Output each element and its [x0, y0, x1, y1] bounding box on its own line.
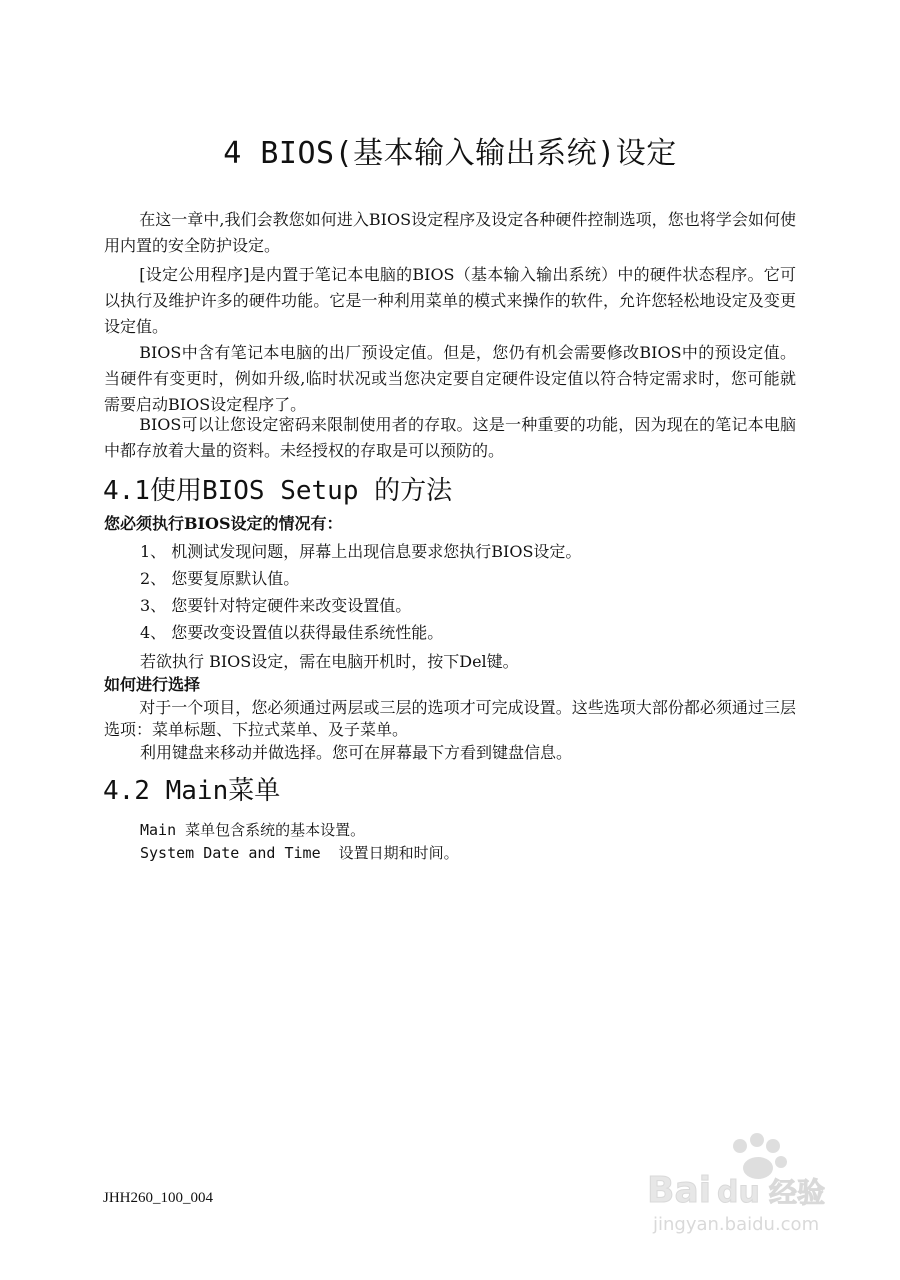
main-menu-line: Main 菜单包含系统的基本设置。 [140, 821, 366, 839]
list-item: 4、 您要改变设置值以获得最佳系统性能。 [140, 623, 444, 642]
selection-paragraph: 对于一个项目，您必须通过两层或三层的选项才可完成设置。这些选项大部份都必须通过三层选项：菜单标题、下拉式菜单、及子菜单。 [104, 698, 796, 739]
del-key-note: 若欲执行 BIOS设定，需在电脑开机时，按下Del键。 [140, 652, 519, 671]
baidu-jingyan-watermark [645, 1130, 845, 1240]
page-title: 4 BIOS(基本输入输出系统)设定 [223, 136, 677, 171]
footer-code: JHH260_100_004 [103, 1190, 214, 1206]
intro-paragraph-2: [设定公用程序]是内置于笔记本电脑的BIOS（基本输入输出系统）中的硬件状态程序。它可以执行及维护许多的硬件功能。它是一种利用菜单的模式来操作的软件，允许您轻松地设定及变更设定值。 [104, 265, 796, 336]
paw-icon [645, 1130, 845, 1240]
svg-text:jingyan.baidu.com: jingyan.baidu.com [653, 1214, 820, 1235]
selection-subheading: 如何进行选择 [104, 675, 201, 694]
intro-paragraph-3: BIOS中含有笔记本电脑的出厂预设定值。但是，您仍有机会需要修改BIOS中的预设定值。当硬件有变更时，例如升级,临时状况或当您决定要自定硬件设定值以符合特定需求时，您可能就需要启动BIOS设定程序了。 [104, 343, 796, 414]
section-heading-4-2: 4.2 Main菜单 [103, 776, 281, 806]
list-item: 2、 您要复原默认值。 [140, 569, 300, 588]
svg-text:经验: 经验 [769, 1176, 826, 1209]
svg-text:du: du [717, 1175, 760, 1210]
intro-paragraph-4: BIOS可以让您设定密码来限制使用者的存取。这是一种重要的功能，因为现在的笔记本电脑中都存放着大量的资料。未经授权的存取是可以预防的。 [104, 415, 796, 460]
keyboard-paragraph: 利用键盘来移动并做选择。您可在屏幕最下方看到键盘信息。 [140, 743, 573, 762]
section-subheading: 您必须执行BIOS设定的情况有： [104, 514, 343, 533]
list-item: 3、 您要针对特定硬件来改变设置值。 [140, 596, 412, 615]
section-heading-4-1: 4.1使用BIOS Setup 的方法 [103, 476, 453, 506]
list-item: 1、 机测试发现问题，屏幕上出现信息要求您执行BIOS设定。 [140, 542, 582, 561]
svg-text:Bai: Bai [647, 1170, 712, 1211]
intro-paragraph-1: 在这一章中,我们会教您如何进入BIOS设定程序及设定各种硬件控制选项，您也将学会如何使用内置的安全防护设定。 [104, 210, 796, 255]
system-date-time-line: System Date and Time 设置日期和时间。 [140, 844, 459, 862]
